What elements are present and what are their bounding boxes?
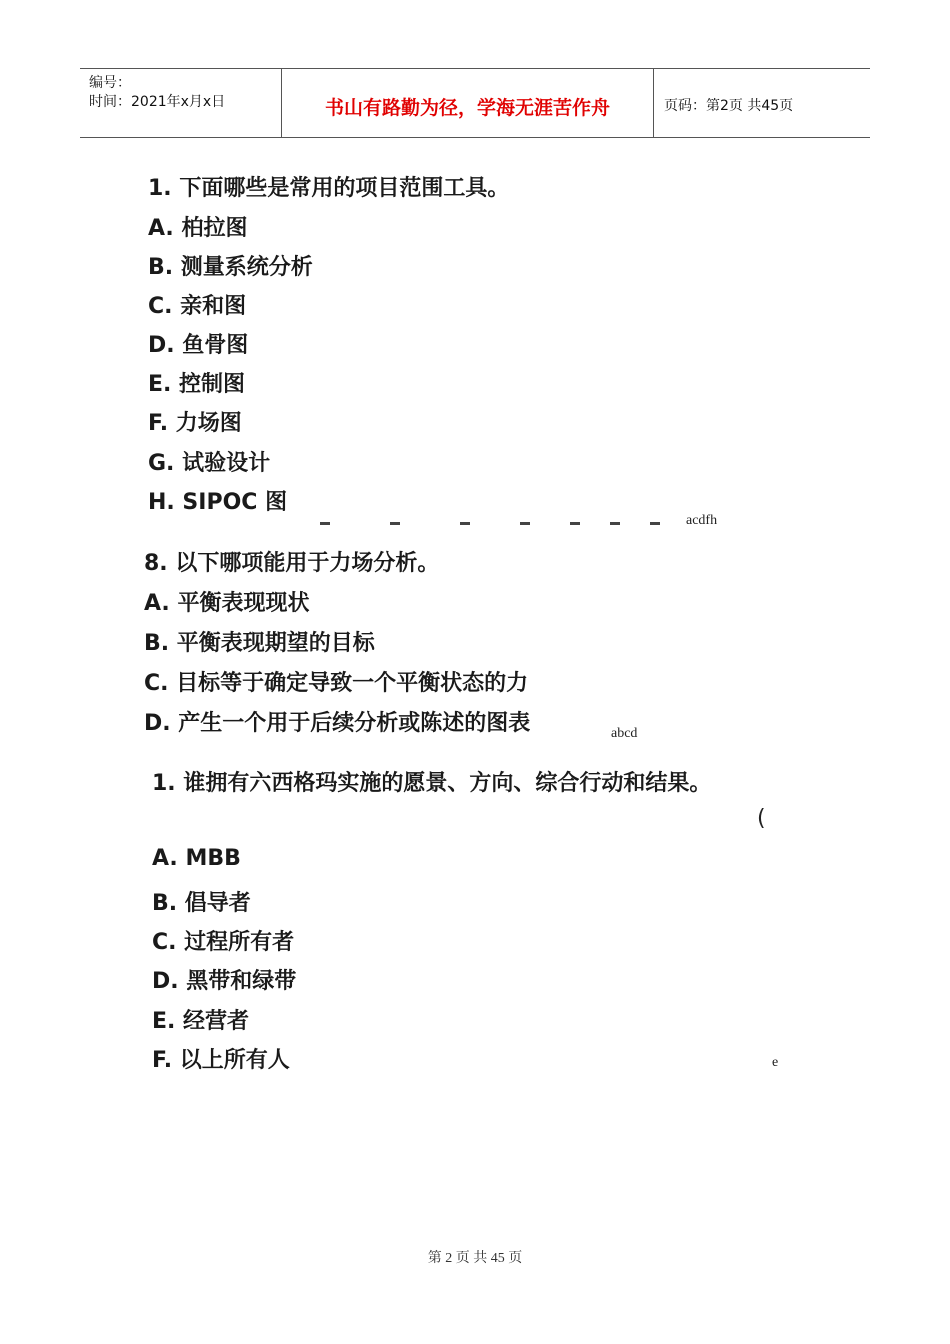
question-2-option-b: B. 平衡表现期望的目标 [144,631,375,656]
question-3-option-f: F. 以上所有人 [152,1048,290,1073]
question-3-option-a: A. MBB [152,846,241,871]
question-1-option-c: C. 亲和图 [148,294,247,319]
question-1-option-e: E. 控制图 [148,372,246,397]
question-2-stem: 8. 以下哪项能用于力场分析。 [144,551,440,576]
question-1-option-g: G. 试验设计 [148,451,271,476]
motto: 书山有路勤为径，学海无涯苦作舟 [324,97,610,119]
cropped-text-remnant [320,522,670,527]
question-2-option-c: C. 目标等于确定导致一个平衡状态的力 [144,671,529,696]
page-header [80,68,870,138]
header-meta-cell [80,69,280,137]
question-1-option-d: D. 鱼骨图 [148,333,249,358]
question-1-option-h: H. SIPOC 图 [148,490,288,515]
question-3-stem: 1. 谁拥有六西格玛实施的愿景、方向、综合行动和结果。 [152,771,712,796]
question-1-answer: acdfh [686,513,718,528]
question-3-option-b: B. 倡导者 [152,891,251,916]
question-3-option-e: E. 经营者 [152,1009,250,1034]
question-1-stem: 1. 下面哪些是常用的项目范围工具。 [148,176,510,201]
question-1-option-b: B. 测量系统分析 [148,255,313,280]
question-3-option-c: C. 过程所有者 [152,930,295,955]
date-label: 时间：2021年x月x日 [89,94,226,110]
header-page-cell [654,69,870,137]
question-1-option-f: F. 力场图 [148,411,242,436]
question-1-option-a: A. 柏拉图 [148,216,248,241]
question-3-option-d: D. 黑带和绿带 [152,969,297,994]
serial-number: 编号： [89,75,131,91]
page-footer: 第 2 页 共 45 页 [427,1251,523,1266]
page-number-info: 页码：第2页 共45页 [664,98,794,114]
question-2-option-d: D. 产生一个用于后续分析或陈述的图表 [144,711,531,736]
question-2-answer: abcd [611,726,638,741]
question-2-option-a: A. 平衡表现现状 [144,591,310,616]
question-3-answer: e [772,1055,779,1070]
header-motto-cell [281,69,654,137]
answer-bracket: ( [757,806,766,831]
